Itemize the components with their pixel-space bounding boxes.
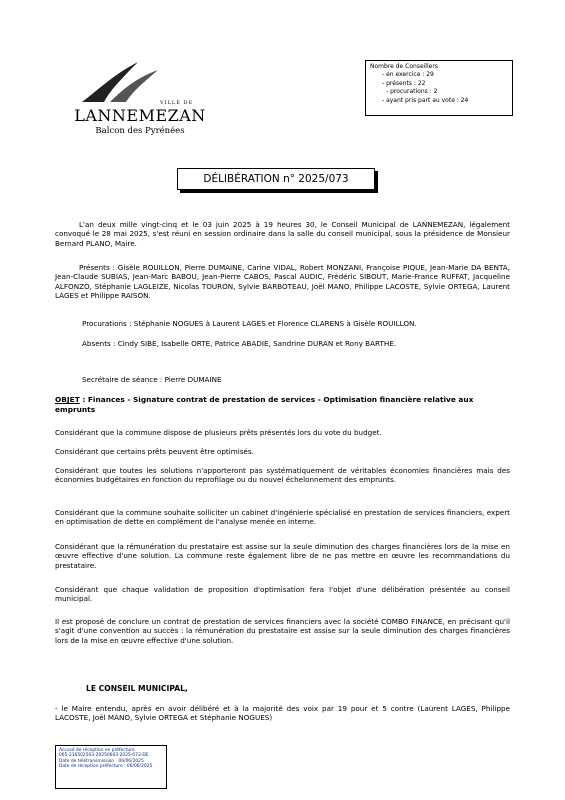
councillor-count-box bbox=[365, 60, 513, 116]
considering-6: Considérant que chaque validation de proposition d'optimisation fera l'objet d'une délibération présentée au conseil municipal. bbox=[55, 585, 510, 604]
count-proxies: - procurations : 2 bbox=[386, 88, 438, 96]
intro-paragraph: L'an deux mille vingt-cinq et le 03 juin 2025 à 19 heures 30, le Conseil Municipal de LANNEMEZAN, légalement convoqué le 28 mai 2025, s'est réuni en session ordinaire dans la salle du conseil municipal, sous la présidence de Monsieur Bernard PLANO, Maire. bbox=[55, 220, 510, 248]
absents-paragraph: Absents : Cindy SIBE, Isabelle ORTE, Patrice ABADIE, Sandrine DURAN et Rony BARTHE. bbox=[82, 339, 397, 348]
subject-heading bbox=[55, 395, 510, 414]
procurations-paragraph: Procurations : Stéphanie NOGUES à Laurent LAGES et Florence CLARENS à Gisèle ROUILLON. bbox=[82, 319, 417, 328]
deliberation-title: DÉLIBÉRATION n° 2025/073 bbox=[177, 168, 375, 190]
receipt-line-4: Date de réception préfecture : 06/06/2025 bbox=[59, 764, 153, 770]
logo-subtitle: Balcon des Pyrénées bbox=[95, 126, 185, 136]
count-voting: - ayant pris part au vote : 24 bbox=[382, 96, 469, 104]
receipt-line-2: 065-216502503-20250603-2025-073-DE bbox=[59, 753, 149, 759]
prefecture-receipt-stamp bbox=[55, 745, 167, 789]
count-present: - présents : 22 bbox=[382, 79, 426, 87]
logo-city-name: LANNEMEZAN bbox=[74, 106, 206, 125]
considering-2: Considérant que certains prêts peuvent être optimisés. bbox=[55, 447, 254, 456]
mountain-swoosh-icon bbox=[80, 60, 160, 104]
logo-small-text: VILLE DE bbox=[160, 100, 194, 106]
proposal-paragraph: Il est proposé de conclure un contrat de prestation de services financiers avec la société COMBO FINANCE, en précisant qu'il s'agit d'une convention au succès : la rémunération du prestataire est assise sur la seule diminution des charges financières lors de la mise en œuvre effective d'une solution. bbox=[55, 617, 510, 645]
secretary-paragraph: Secrétaire de séance : Pierre DUMAINE bbox=[82, 375, 222, 384]
count-in-office: - en exercice : 29 bbox=[382, 71, 434, 79]
considering-3: Considérant que toutes les solutions n'apporteront pas systématiquement de véritables économies financières mais des économies budgétaires en fonction du reprofilage ou du nouvel échelonnement des emprunts. bbox=[55, 466, 510, 485]
presents-paragraph: Présents : Gisèle ROUILLON, Pierre DUMAINE, Carine VIDAL, Robert MONZANI, Françoise PIQUE, Jean-Marie DA BENTA, Jean-Claude SUBIAS, Jean-Marc BABOU, Jean-Pierre CABOS, Pascal AUDIC, Frédéric SIBOUT, Marie-France RUFFAT, Jacqueline ALFONZO, Stéphanie LAGLEIZE, Nicolas TOURON, Sylvie BARBOTEAU, Joël MANO, Philippe LACOSTE, Sylvie ORTEGA, Laurent LAGES et Philippe RAISON. bbox=[55, 263, 510, 300]
city-logo bbox=[60, 60, 220, 155]
count-heading: Nombre de Conseillers bbox=[370, 63, 438, 70]
vote-paragraph: - le Maire entendu, après en avoir délibéré et à la majorité des voix par 19 pour et 5 contre (Laurent LAGES, Philippe LACOSTE, Joël MANO, Sylvie ORTEGA et Stéphanie NOGUES) bbox=[55, 704, 510, 723]
subject-label: OBJET bbox=[55, 395, 80, 404]
considering-5: Considérant que la rémunération du prestataire est assise sur la seule diminution des charges financières lors de la mise en œuvre effective d'une solution. La commune reste également libre de ne pas mettre en œuvre les recommandations du prestataire. bbox=[55, 542, 510, 570]
considering-1: Considérant que la commune dispose de plusieurs prêts présentés lors du vote du budget. bbox=[55, 428, 382, 437]
council-heading: LE CONSEIL MUNICIPAL, bbox=[86, 684, 188, 693]
subject-text: : Finances - Signature contrat de prestation de services - Optimisation financière relative aux emprunts bbox=[55, 395, 474, 414]
receipt-line-1: Accusé de réception en préfecture bbox=[59, 748, 135, 753]
receipt-line-3: Date de télétransmission : 06/06/2025 bbox=[59, 758, 144, 764]
considering-4: Considérant que la commune souhaite solliciter un cabinet d'ingénierie spécialisé en prestation de services financiers, expert en optimisation de dette en complément de l'analyse menée en interne. bbox=[55, 508, 510, 527]
